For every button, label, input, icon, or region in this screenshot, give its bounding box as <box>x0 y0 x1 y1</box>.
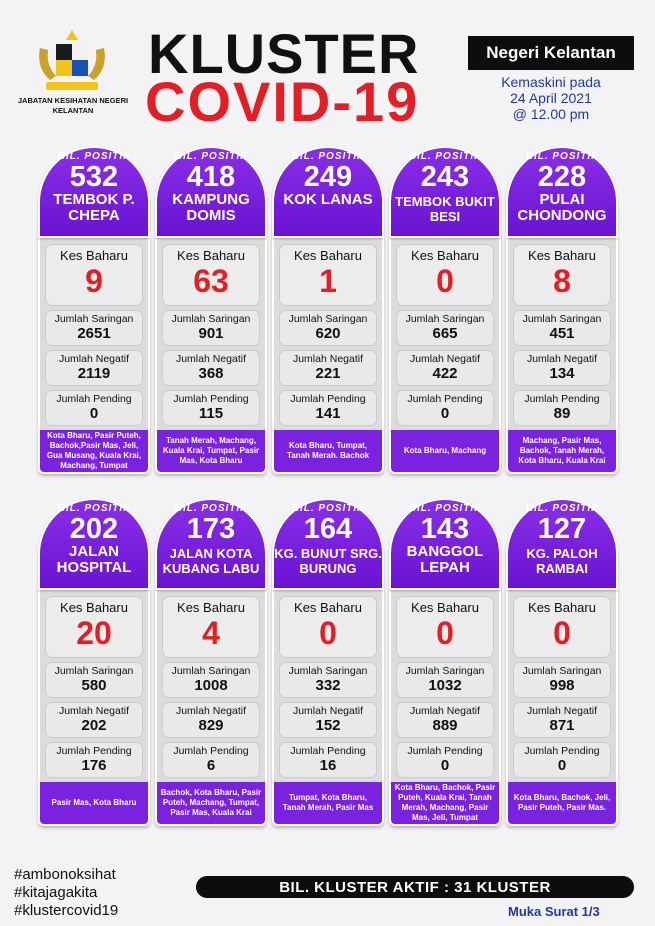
cluster-header <box>506 498 618 590</box>
screened-box <box>279 310 377 346</box>
bil-positif-label: BIL. POSITIF <box>525 503 599 514</box>
new-cases-box <box>45 596 143 658</box>
bil-positif-label: BIL. POSITIF <box>408 503 482 514</box>
cluster-name: KG. PALOH RAMBAI <box>526 546 598 576</box>
cluster-header <box>506 146 618 238</box>
screened-label: Jumlah Saringan <box>288 313 368 325</box>
affected-areas: Tumpat, Kota Bharu, Tanah Merah, Pasir Mas <box>272 782 384 826</box>
pending-value: 89 <box>553 405 571 422</box>
cluster-name: TEMBOK P. CHEPA <box>53 191 135 224</box>
negative-label: Jumlah Negatif <box>58 705 130 717</box>
positive-count: 143 <box>420 513 470 545</box>
negative-value: 422 <box>432 365 458 382</box>
department-name: JABATAN KESIHATAN NEGERI KELANTAN <box>17 96 129 115</box>
bil-positif-label: BIL. POSITIF <box>174 151 248 162</box>
pending-label: Jumlah Pending <box>56 393 132 405</box>
positive-count: 202 <box>69 513 119 545</box>
positive-count: 243 <box>420 161 470 193</box>
cluster-stats <box>506 238 618 430</box>
bil-positif-label: BIL. POSITIF <box>174 503 248 514</box>
affected-areas: Tanah Merah, Machang, Kuala Krai, Tumpat, Pasir Mas, Kota Bharu <box>155 430 267 474</box>
cluster-name: PULAI CHONDONG <box>517 191 607 224</box>
new-cases-value: 0 <box>436 263 454 299</box>
positive-count: 418 <box>186 161 236 193</box>
pending-value: 0 <box>440 757 450 774</box>
new-cases-box <box>396 244 494 306</box>
cluster-name: TEMBOK BUKIT BESI <box>395 194 495 224</box>
negative-box <box>513 350 611 386</box>
new-cases-box <box>279 244 377 306</box>
cluster-name: KG. BUNUT SRG. BURUNG <box>274 546 382 576</box>
update-label: Kemaskini pada <box>501 74 601 90</box>
screened-value: 620 <box>315 325 341 342</box>
positive-count: 164 <box>303 513 353 545</box>
negative-value: 829 <box>198 717 224 734</box>
screened-box <box>513 662 611 698</box>
bil-positif-label: BIL. POSITIF <box>525 151 599 162</box>
negative-value: 202 <box>81 717 107 734</box>
cluster-card <box>389 146 501 474</box>
pending-value: 6 <box>206 757 216 774</box>
negative-box <box>45 350 143 386</box>
new-cases-label: Kes Baharu <box>294 248 362 263</box>
negative-box <box>279 702 377 738</box>
new-cases-value: 9 <box>85 263 103 299</box>
pending-value: 141 <box>315 405 341 422</box>
negative-value: 2119 <box>77 365 111 382</box>
new-cases-label: Kes Baharu <box>411 248 479 263</box>
screened-label: Jumlah Saringan <box>54 313 134 325</box>
new-cases-label: Kes Baharu <box>411 600 479 615</box>
screened-box <box>279 662 377 698</box>
screened-label: Jumlah Saringan <box>54 665 134 677</box>
cluster-stats <box>506 590 618 782</box>
new-cases-box <box>396 596 494 658</box>
active-clusters-banner: BIL. KLUSTER AKTIF : 31 KLUSTER <box>196 876 634 898</box>
new-cases-box <box>162 596 260 658</box>
negative-label: Jumlah Negatif <box>409 705 481 717</box>
cluster-stats <box>272 238 384 430</box>
screened-value: 332 <box>315 677 341 694</box>
new-cases-box <box>279 596 377 658</box>
pending-box <box>162 742 260 778</box>
cluster-card <box>38 498 150 826</box>
page-title-line1: KLUSTER <box>148 22 420 85</box>
positive-count: 127 <box>537 513 587 545</box>
cluster-card <box>272 498 384 826</box>
negative-value: 368 <box>198 365 224 382</box>
negative-box <box>162 350 260 386</box>
cluster-card <box>155 146 267 474</box>
hashtags <box>14 866 118 920</box>
affected-areas: Kota Bharu, Tumpat, Tanah Merah. Bachok <box>272 430 384 474</box>
new-cases-label: Kes Baharu <box>528 600 596 615</box>
new-cases-label: Kes Baharu <box>177 600 245 615</box>
pending-box <box>45 390 143 426</box>
new-cases-label: Kes Baharu <box>177 248 245 263</box>
cluster-stats <box>389 590 501 782</box>
hashtag: #klustercovid19 <box>14 902 119 919</box>
cluster-card <box>389 498 501 826</box>
cluster-stats <box>38 238 150 430</box>
cluster-header <box>272 498 384 590</box>
cluster-header <box>38 498 150 590</box>
negative-label: Jumlah Negatif <box>292 353 364 365</box>
cluster-header <box>389 498 501 590</box>
hashtag: #kitajagakita <box>14 884 98 901</box>
screened-value: 1008 <box>194 677 228 694</box>
pending-label: Jumlah Pending <box>407 745 483 757</box>
update-time: @ 12.00 pm <box>512 106 590 122</box>
affected-areas: Kota Bharu, Bachok, Jeli, Pasir Puteh, Pasir Mas. <box>506 782 618 826</box>
bil-positif-label: BIL. POSITIF <box>291 151 365 162</box>
screened-box <box>45 662 143 698</box>
new-cases-label: Kes Baharu <box>528 248 596 263</box>
affected-areas: Machang, Pasir Mas, Bachok, Tanah Merah, Kota Bharu, Kuala Krai <box>506 430 618 474</box>
pending-label: Jumlah Pending <box>407 393 483 405</box>
cluster-name: KOK LANAS <box>283 191 373 208</box>
update-info <box>466 74 636 122</box>
new-cases-box <box>162 244 260 306</box>
cluster-card <box>38 146 150 474</box>
pending-box <box>396 742 494 778</box>
negative-label: Jumlah Negatif <box>526 705 598 717</box>
bil-positif-label: BIL. POSITIF <box>57 503 131 514</box>
negative-value: 152 <box>315 717 341 734</box>
pending-box <box>162 390 260 426</box>
positive-count: 228 <box>537 161 587 193</box>
bil-positif-label: BIL. POSITIF <box>408 151 482 162</box>
new-cases-value: 4 <box>202 615 220 651</box>
screened-label: Jumlah Saringan <box>405 665 485 677</box>
screened-value: 580 <box>81 677 107 694</box>
negative-box <box>396 350 494 386</box>
cluster-name: KAMPUNG DOMIS <box>172 191 250 224</box>
negative-box <box>396 702 494 738</box>
page-title-line2: COVID-19 <box>145 70 420 133</box>
affected-areas: Kota Bharu, Pasir Puteh, Bachok,Pasir Mas, Jeli, Gua Musang, Kuala Krai, Machang, Tumpat <box>38 430 150 474</box>
new-cases-label: Kes Baharu <box>60 600 128 615</box>
new-cases-value: 63 <box>193 263 229 299</box>
new-cases-value: 8 <box>553 263 571 299</box>
negative-label: Jumlah Negatif <box>58 353 130 365</box>
negative-box <box>45 702 143 738</box>
screened-box <box>45 310 143 346</box>
negative-box <box>162 702 260 738</box>
pending-label: Jumlah Pending <box>290 393 366 405</box>
pending-value: 115 <box>198 405 224 422</box>
new-cases-value: 0 <box>436 615 454 651</box>
bil-positif-label: BIL. POSITIF <box>291 503 365 514</box>
pending-value: 176 <box>81 757 107 774</box>
pending-box <box>279 742 377 778</box>
screened-label: Jumlah Saringan <box>171 665 251 677</box>
new-cases-box <box>513 244 611 306</box>
positive-count: 249 <box>303 161 353 193</box>
negative-box <box>279 350 377 386</box>
affected-areas: Kota Bharu, Machang <box>389 430 501 474</box>
new-cases-box <box>513 596 611 658</box>
cluster-card <box>506 498 618 826</box>
cluster-card <box>155 498 267 826</box>
pending-box <box>396 390 494 426</box>
cluster-header <box>155 146 267 238</box>
negative-value: 889 <box>432 717 458 734</box>
cluster-stats <box>155 238 267 430</box>
screened-value: 998 <box>549 677 575 694</box>
negative-label: Jumlah Negatif <box>409 353 481 365</box>
cluster-header <box>389 146 501 238</box>
cluster-header <box>272 146 384 238</box>
screened-box <box>396 662 494 698</box>
pending-box <box>45 742 143 778</box>
screened-value: 901 <box>198 325 224 342</box>
screened-label: Jumlah Saringan <box>288 665 368 677</box>
cluster-stats <box>155 590 267 782</box>
cluster-header <box>155 498 267 590</box>
cluster-name: JALAN HOSPITAL <box>56 543 132 576</box>
screened-value: 451 <box>549 325 575 342</box>
negative-box <box>513 702 611 738</box>
pending-label: Jumlah Pending <box>524 745 600 757</box>
pending-label: Jumlah Pending <box>56 745 132 757</box>
state-badge: Negeri Kelantan <box>468 36 634 70</box>
pending-label: Jumlah Pending <box>524 393 600 405</box>
positive-count: 173 <box>186 513 236 545</box>
screened-label: Jumlah Saringan <box>522 313 602 325</box>
cluster-name: JALAN KOTA KUBANG LABU <box>162 546 260 576</box>
pending-box <box>513 742 611 778</box>
screened-value: 2651 <box>77 325 111 342</box>
affected-areas: Pasir Mas, Kota Bharu <box>38 782 150 826</box>
negative-value: 871 <box>549 717 575 734</box>
negative-value: 134 <box>549 365 575 382</box>
screened-box <box>513 310 611 346</box>
new-cases-box <box>45 244 143 306</box>
screened-value: 665 <box>432 325 458 342</box>
new-cases-label: Kes Baharu <box>60 248 128 263</box>
screened-label: Jumlah Saringan <box>171 313 251 325</box>
pending-value: 0 <box>557 757 567 774</box>
positive-count: 532 <box>69 161 119 193</box>
pending-box <box>279 390 377 426</box>
cluster-stats <box>272 590 384 782</box>
screened-label: Jumlah Saringan <box>405 313 485 325</box>
screened-value: 1032 <box>428 677 462 694</box>
cluster-card <box>272 146 384 474</box>
pending-box <box>513 390 611 426</box>
cluster-stats <box>389 238 501 430</box>
screened-box <box>396 310 494 346</box>
page-number: Muka Surat 1/3 <box>508 904 600 919</box>
pending-value: 0 <box>440 405 450 422</box>
screened-box <box>162 662 260 698</box>
new-cases-value: 0 <box>553 615 571 651</box>
negative-label: Jumlah Negatif <box>175 353 247 365</box>
cluster-card <box>506 146 618 474</box>
cluster-stats <box>38 590 150 782</box>
negative-value: 221 <box>315 365 341 382</box>
cluster-name: BANGGOL LEPAH <box>406 543 484 576</box>
new-cases-label: Kes Baharu <box>294 600 362 615</box>
screened-label: Jumlah Saringan <box>522 665 602 677</box>
new-cases-value: 1 <box>319 263 337 299</box>
new-cases-value: 0 <box>319 615 337 651</box>
pending-label: Jumlah Pending <box>290 745 366 757</box>
negative-label: Jumlah Negatif <box>526 353 598 365</box>
bil-positif-label: BIL. POSITIF <box>57 151 131 162</box>
pending-value: 0 <box>89 405 99 422</box>
update-date: 24 April 2021 <box>510 90 592 106</box>
new-cases-value: 20 <box>76 615 112 651</box>
screened-box <box>162 310 260 346</box>
pending-label: Jumlah Pending <box>173 745 249 757</box>
cluster-header <box>38 146 150 238</box>
affected-areas: Kota Bharu, Bachok, Pasir Puteh, Kuala Krai, Tanah Merah, Machang, Pasir Mas, Jeli, Tumpat <box>389 782 501 826</box>
negative-label: Jumlah Negatif <box>292 705 364 717</box>
pending-value: 16 <box>319 757 337 774</box>
negative-label: Jumlah Negatif <box>175 705 247 717</box>
hashtag: #ambonoksihat <box>14 866 116 883</box>
pending-label: Jumlah Pending <box>173 393 249 405</box>
affected-areas: Bachok, Kota Bharu, Pasir Puteh, Machang, Tumpat, Pasir Mas, Kuala Krai <box>155 782 267 826</box>
